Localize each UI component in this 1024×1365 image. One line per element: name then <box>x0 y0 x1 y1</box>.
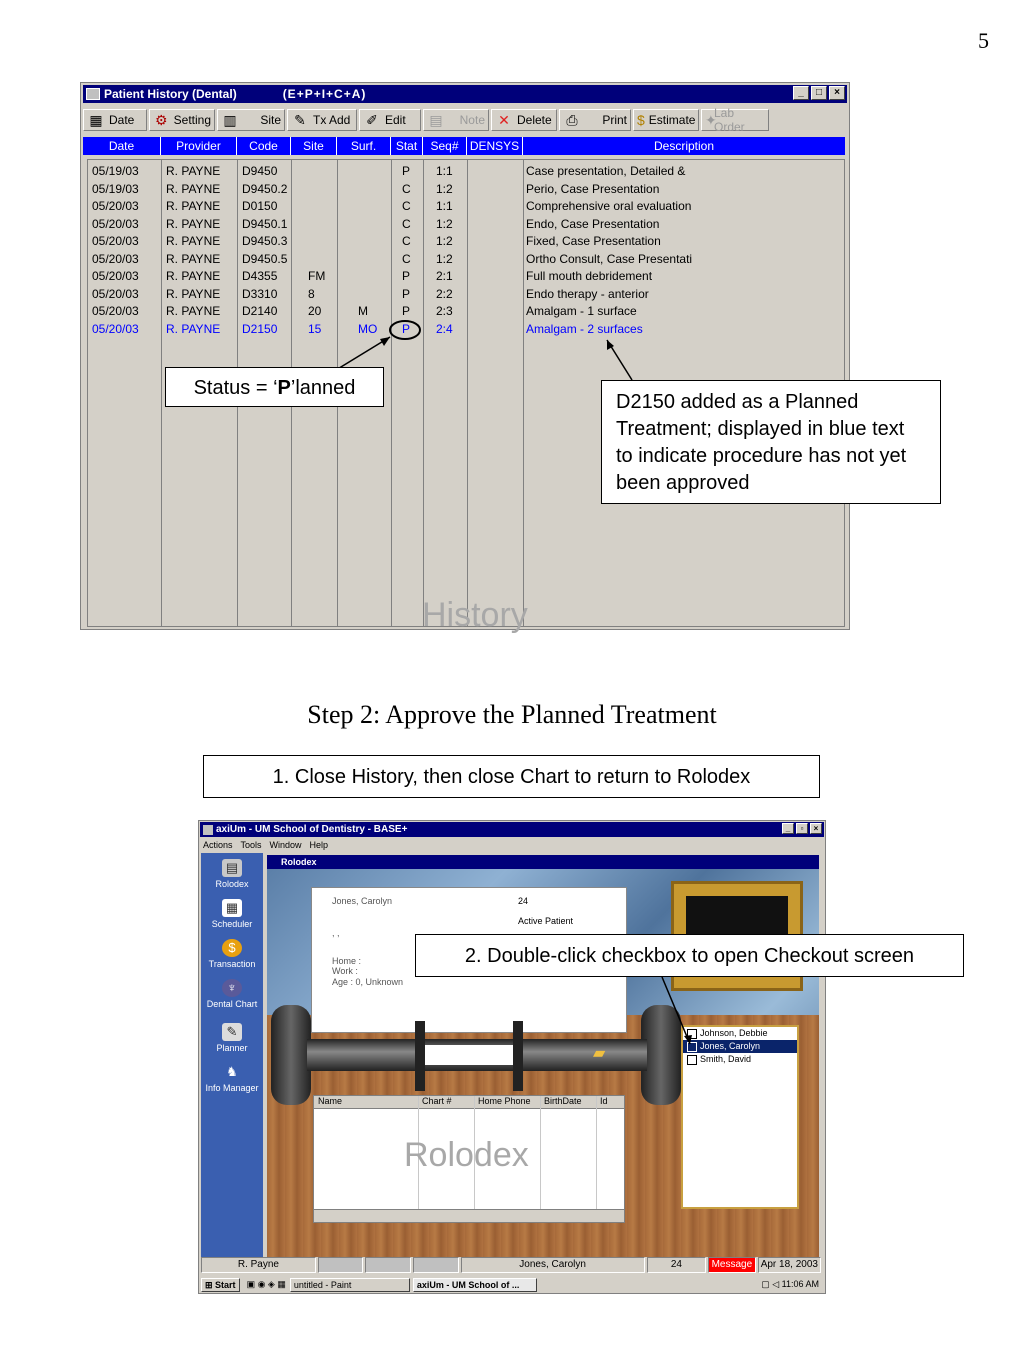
cell-stat: C <box>402 251 411 266</box>
column-header-stat[interactable]: Stat <box>391 137 423 155</box>
patient-name: Jones, Carolyn <box>700 1041 761 1051</box>
grid-col-birthdate[interactable]: BirthDate <box>544 1096 582 1106</box>
planner-icon: ✎ <box>222 1023 242 1041</box>
cell-code: D3310 <box>242 286 278 301</box>
checkbox-arrow-line <box>662 977 690 1044</box>
tray-clock: 11:06 AM <box>781 1279 819 1289</box>
cell-provider: R. PAYNE <box>166 286 221 301</box>
column-header-site[interactable]: Site <box>291 137 337 155</box>
cell-seq: 1:1 <box>436 164 453 178</box>
patient-name: Smith, David <box>700 1054 752 1064</box>
dollar-icon: $ <box>222 939 242 957</box>
checkbox-arrow-head <box>684 1035 692 1044</box>
card-patient-status: Active Patient <box>518 916 574 926</box>
cell-desc: Endo therapy - anterior <box>526 286 649 301</box>
patient-name: Johnson, Debbie <box>700 1028 768 1038</box>
setting-button[interactable]: ⚙ Setting <box>149 109 215 131</box>
cell-site: 8 <box>308 286 315 301</box>
note-button[interactable]: ▤ Note <box>423 109 489 131</box>
calendar-icon: ▦ <box>222 899 242 917</box>
history-formula: (E+P+I+C+A) <box>282 87 367 101</box>
card-address-dots: , , <box>332 928 340 938</box>
grid-col-name[interactable]: Name <box>318 1096 343 1106</box>
cell-date: 05/20/03 <box>92 216 139 231</box>
cell-surf: M <box>358 304 368 318</box>
axium-restore-button[interactable]: ▫ <box>796 823 808 834</box>
menu-actions[interactable]: Actions <box>203 840 233 850</box>
cell-desc: Ortho Consult, Case Presentati <box>526 251 693 266</box>
cell-stat: P <box>402 164 411 178</box>
task-axium[interactable]: axiUm - UM School of ... <box>413 1278 537 1292</box>
cell-provider: R. PAYNE <box>166 199 221 213</box>
instruction-close-history: 1. Close History, then close Chart to return to Rolodex <box>203 755 820 798</box>
nav-scheduler[interactable]: ▦ Scheduler <box>211 900 253 929</box>
delete-icon: ✕ <box>498 112 510 128</box>
cell-seq: 1:2 <box>436 251 453 266</box>
cell-date: 05/20/03 <box>92 269 139 283</box>
cell-date: 05/20/03 <box>92 321 139 336</box>
cell-provider: R. PAYNE <box>166 269 221 283</box>
cell-desc: Case presentation, Detailed & <box>526 164 686 178</box>
cell-seq: 1:1 <box>436 199 453 213</box>
column-header-description[interactable]: Description <box>653 139 715 153</box>
cell-date: 05/20/03 <box>92 199 139 213</box>
tooth-icon: ♆ <box>222 979 242 997</box>
print-button[interactable]: ⎙ Print <box>559 109 631 131</box>
page-number: 5 <box>978 28 989 53</box>
tx-add-button[interactable]: ✎ Tx Add <box>287 109 357 131</box>
cell-provider: R. PAYNE <box>166 181 221 196</box>
cell-stat: P <box>402 286 411 301</box>
step-heading: Step 2: Approve the Planned Treatment <box>307 700 717 729</box>
date-button[interactable]: ▦ Date <box>83 109 147 131</box>
cell-seq: 2:2 <box>436 286 453 301</box>
cell-surf: MO <box>358 321 378 336</box>
note-icon: ▤ <box>429 112 443 128</box>
cell-code: D2140 <box>242 304 278 318</box>
cell-stat: C <box>402 181 411 196</box>
cell-stat: P <box>402 269 411 283</box>
rolodex-icon: ▤ <box>222 859 242 877</box>
edit-button[interactable]: ✐ Edit <box>359 109 421 131</box>
card-patient-number: 24 <box>518 896 529 906</box>
estimate-button[interactable]: $ Estimate <box>633 109 699 131</box>
axium-minimize-button[interactable]: _ <box>782 823 794 834</box>
axium-title: axiUm - UM School of Dentistry - BASE+ <box>216 824 408 835</box>
cell-desc: Fixed, Case Presentation <box>526 234 661 248</box>
tooth-add-icon: ✎ <box>294 112 306 128</box>
cell-code: D2150 <box>242 321 278 336</box>
column-header-provider[interactable]: Provider <box>161 137 237 155</box>
column-header-seq[interactable]: Seq# <box>423 137 467 155</box>
cell-seq: 1:2 <box>436 234 453 248</box>
tray-icons[interactable]: ▢ ◁ <box>761 1279 782 1289</box>
cell-code: D9450.2 <box>242 181 288 196</box>
card-patient-name: Jones, Carolyn <box>332 896 393 906</box>
quick-launch-icons[interactable]: ▣ ◉ ◈ ▦ <box>246 1279 286 1289</box>
column-header-code[interactable]: Code <box>237 137 291 155</box>
cell-provider: R. PAYNE <box>166 304 221 318</box>
cell-provider: R. PAYNE <box>166 251 221 266</box>
cell-seq: 2:3 <box>436 304 453 318</box>
rolodex-watermark: Rolodex <box>404 1136 529 1174</box>
status-callout: Status = ‘P’lanned <box>165 367 384 407</box>
lab-order-icon: ✦ <box>705 112 717 128</box>
cell-desc: Full mouth debridement <box>526 269 653 283</box>
cell-desc: Amalgam - 1 surface <box>526 304 637 318</box>
grid-col-id[interactable]: Id <box>600 1096 608 1106</box>
axium-close-button[interactable]: × <box>810 823 822 834</box>
history-watermark: History <box>422 596 528 634</box>
column-header-surf[interactable]: Surf. <box>337 137 391 155</box>
cell-stat: C <box>402 216 411 231</box>
nav-rolodex[interactable]: ▤ Rolodex <box>215 860 249 889</box>
nav-dental-chart[interactable]: ♆ Dental Chart <box>206 980 258 1009</box>
edit-icon: ✐ <box>366 112 378 128</box>
cell-provider: R. PAYNE <box>166 234 221 248</box>
nav-transaction[interactable]: $ Transaction <box>208 940 256 969</box>
lab-order-button[interactable]: ✦ Lab Order <box>701 109 769 131</box>
info-manager-icon: ♞ <box>222 1063 242 1081</box>
card-work: Work : <box>332 966 358 976</box>
cell-date: 05/19/03 <box>92 164 139 178</box>
cell-code: D9450.5 <box>242 251 288 266</box>
cell-desc: Perio, Case Presentation <box>526 181 660 196</box>
status-number: 24 <box>647 1257 706 1273</box>
printer-icon: ⎙ <box>566 112 578 128</box>
cell-code: D0150 <box>242 199 278 213</box>
cell-desc: Comprehensive oral evaluation <box>526 199 692 213</box>
column-header-date[interactable]: Date <box>83 137 161 155</box>
planned-treatment-callout: D2150 added as a Planned Treatment; displayed in blue text to indicate procedure has not yet been approved <box>601 380 941 504</box>
cell-code: D9450 <box>242 164 278 178</box>
rolodex-title-bar[interactable]: Rolodex <box>267 855 819 869</box>
cell-stat: P <box>402 304 411 318</box>
delete-button[interactable]: ✕ Delete <box>491 109 557 131</box>
cell-stat: C <box>402 199 411 213</box>
history-title: Patient History (Dental) <box>104 87 237 101</box>
site-button[interactable]: ▥ Site <box>217 109 285 131</box>
calendar-icon: ▦ <box>89 112 103 128</box>
nav-planner[interactable]: ✎ Planner <box>216 1024 248 1053</box>
instruction-double-click: 2. Double-click checkbox to open Checkout screen <box>415 934 964 977</box>
cell-site: 20 <box>308 304 322 318</box>
cell-date: 05/20/03 <box>92 234 139 248</box>
cell-site: 15 <box>308 321 322 336</box>
folder-icon[interactable]: ▰ <box>593 1045 606 1062</box>
setting-icon: ⚙ <box>155 112 168 128</box>
cell-date: 05/20/03 <box>92 304 139 318</box>
cell-code: D9450.3 <box>242 234 288 248</box>
status-date: Apr 18, 2003 <box>758 1257 821 1273</box>
cell-provider: R. PAYNE <box>166 321 221 336</box>
cell-provider: R. PAYNE <box>166 216 221 231</box>
nav-info-manager[interactable]: ♞ Info Manager <box>205 1064 259 1093</box>
cell-seq: 1:2 <box>436 216 453 231</box>
menu-window[interactable]: Window <box>269 840 302 850</box>
cell-code: D9450.1 <box>242 216 288 231</box>
cell-stat: C <box>402 234 411 248</box>
status-provider: R. Payne <box>201 1257 316 1273</box>
close-button[interactable]: × <box>829 86 845 100</box>
cell-date: 05/19/03 <box>92 181 139 196</box>
card-home: Home : <box>332 956 362 966</box>
cell-provider: R. PAYNE <box>166 164 221 178</box>
cell-seq: 2:1 <box>436 269 453 283</box>
cell-date: 05/20/03 <box>92 251 139 266</box>
cell-seq: 2:4 <box>436 321 453 336</box>
task-paint[interactable]: untitled - Paint <box>290 1278 410 1292</box>
tooth-icon: ▥ <box>223 112 237 128</box>
status-patient: Jones, Carolyn <box>461 1257 645 1273</box>
column-header-densys[interactable]: DENSYS <box>467 137 523 155</box>
cell-desc: Amalgam - 2 surfaces <box>526 321 643 336</box>
cell-code: D4355 <box>242 269 278 283</box>
maximize-button[interactable]: □ <box>811 86 827 100</box>
estimate-icon: $ <box>637 112 645 128</box>
cell-date: 05/20/03 <box>92 286 139 301</box>
cell-site: FM <box>308 269 326 283</box>
menu-help[interactable]: Help <box>309 840 329 850</box>
grid-col-home-phone[interactable]: Home Phone <box>478 1096 531 1106</box>
minimize-button[interactable]: _ <box>793 86 809 100</box>
cell-desc: Endo, Case Presentation <box>526 216 660 231</box>
menu-tools[interactable]: Tools <box>240 840 262 850</box>
card-age: Age : 0, Unknown <box>332 977 404 987</box>
status-message[interactable]: Message <box>708 1257 756 1273</box>
cell-stat: P <box>402 321 411 336</box>
cell-seq: 1:2 <box>436 181 453 196</box>
grid-col-chart[interactable]: Chart # <box>422 1096 452 1106</box>
start-button[interactable]: ⊞ Start <box>201 1278 240 1292</box>
